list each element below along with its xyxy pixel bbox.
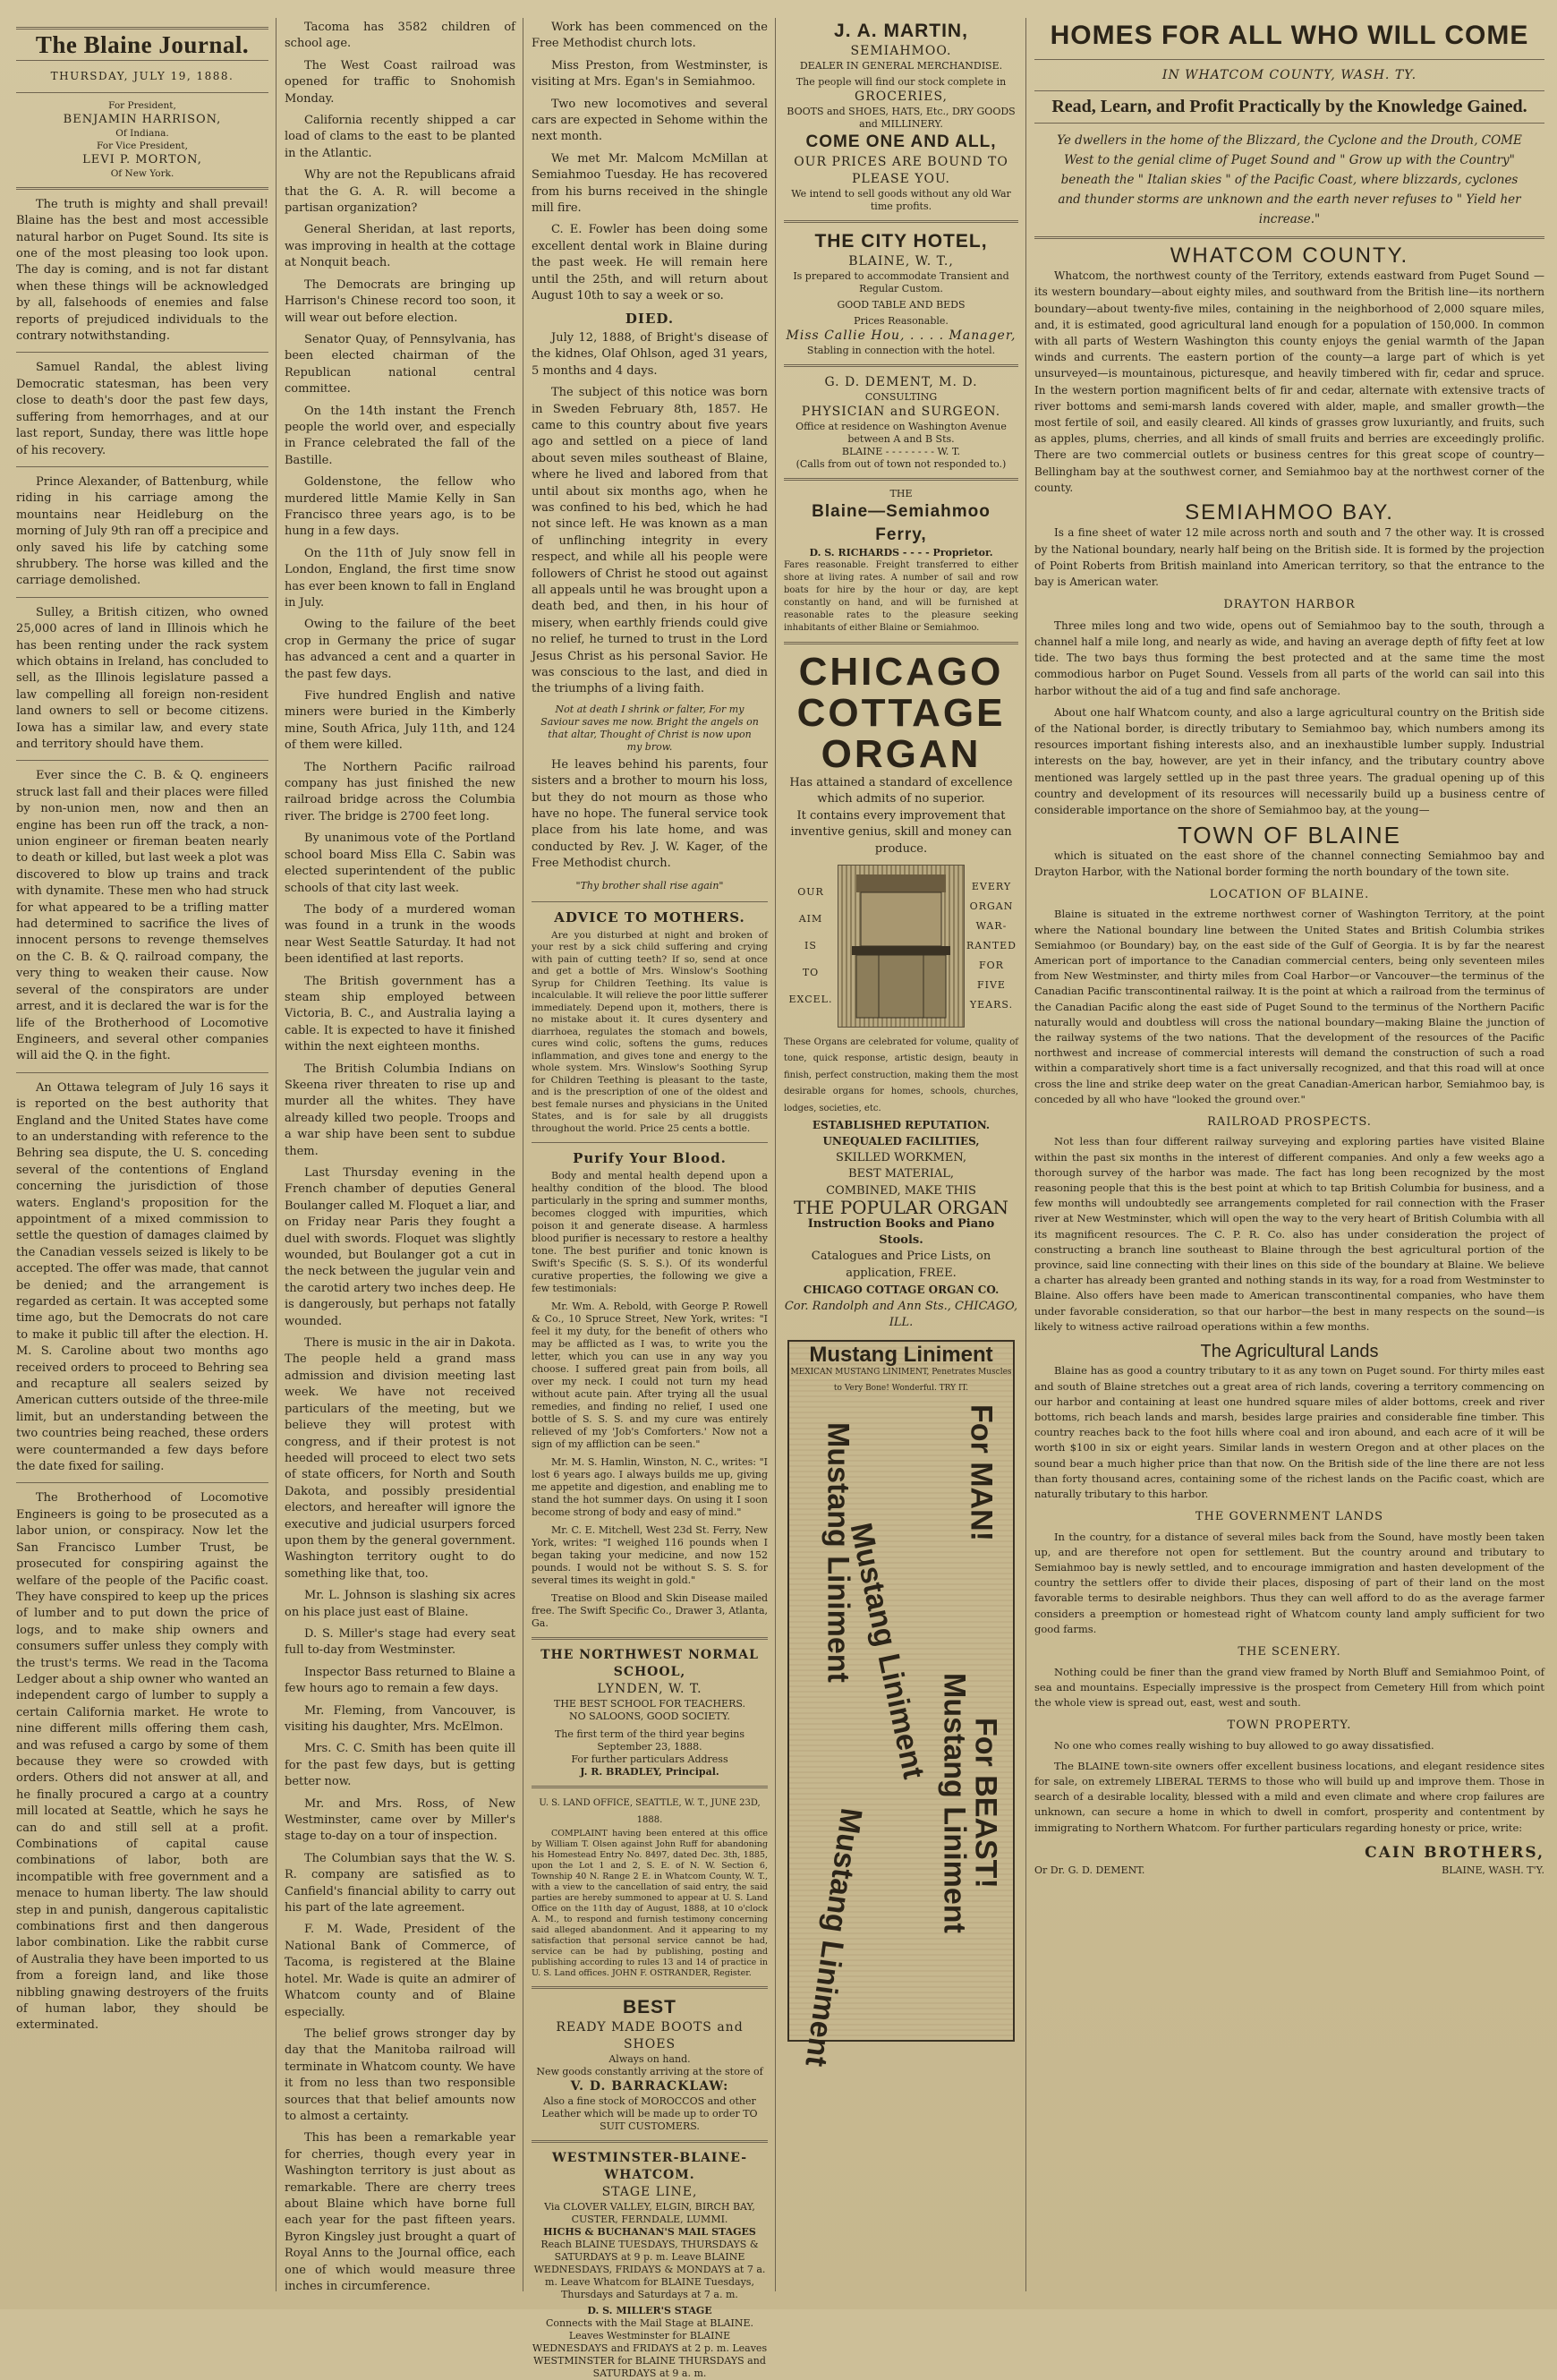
divider — [16, 466, 268, 467]
organ-line3: ORGAN — [821, 732, 982, 776]
boots-also: Also a fine stock of MOROCCOS and other Leather which will be made up to order TO SUIT CUSTOMERS. — [541, 2095, 758, 2133]
organ-books: Instruction Books and Piano Stools. — [807, 1216, 995, 1247]
news-item: The Columbian says that the W. S. R. company are satisfied as to Canfield's financial ability to carry out his part of the late agreement. — [285, 1851, 515, 1915]
liniment-vertical: Mustang Liniment — [937, 1673, 972, 1934]
liniment-vertical: Mustang Liniment — [843, 1520, 932, 1782]
news-item: California recently shipped a car load of clams to the east to be planted in the Atlantic. — [285, 114, 515, 160]
location-text: Blaine is situated in the extreme northwest corner of Washington Territory, at the point where the National boundary line between the United States and British Columbia strikes Semiahmoo (or Boundary) bay, on the east side of the Gulf of Georgia. It is by far the nearest American port of importance to the Canadian commercial centers, being only seventeen miles from New Westminster, and thirty miles from Coal Harbor—or Vancouver—the terminus of the Canadian Pacific transcontinental railway. It is the point at which a railroad from the terminus of the Canadian Pacific along the east side of Puget Sound to the terminus of the Northern Pacific naturally would and doubtless will cross the national boundary—making Blaine the junction of the railway systems of the two nations. That the development of the resources of the Pacific northwest and increase of commercial interests will demand the construction of such a road within a comparatively short time is a fact universally recognized, and that this road will at once cross the line and strike deep water on the great Canadian-American harbor, Semiahmoo bay, is conceded by all who have "looked the ground over." — [1034, 908, 1544, 1105]
drayton-text: Three miles long and two wide, opens out of Semiahmoo bay to the south, through a channel half a mile long, and nearly as wide, and having an average depth of fifty feet at low tide. The two bays thus forming the best protected and at the same time the most commodious harbor on Puget Sound. Vessels from all parts of the world can sail into this harbor without the aid of a tug and find safe anchorage. — [1034, 618, 1544, 697]
obituary-verse: Not at death I shrink or falter, For my Saviour saves me now. Bright the angels on that altar, Thought of Christ is now upon my brow. — [540, 703, 759, 753]
news-item: There is music in the air in Dakota. The people held a grand mass admission and division meeting last week. We have not received particulars of the meeting, but we believe they will protest with congress, and if their protest is not heeded will proceed to elect two sets of state officers, for North and South Dakota, and possibly presidential electors, and hereafter will ignore the executive and judicial usurpers forced upon them by the general government. Washington territory ought to do something like that, too. — [285, 1336, 515, 1581]
news-item: Mr. L. Johnson is slashing six acres on his place just east of Blaine. — [285, 1589, 515, 1619]
semiahmoo-heading: SEMIAHMOO BAY. — [1185, 500, 1394, 525]
property-text: No one who comes really wishing to buy allowed to go away dissatisfied. — [1054, 1738, 1434, 1752]
miller-heading: D. S. MILLER'S STAGE — [587, 2305, 712, 2317]
boots-always: Always on hand. — [608, 2053, 691, 2066]
ferry-text: Fares reasonable. Freight transferred to either shore at living rates. A number of sail and row boats for hire by the hour or day, are kept constantly on hand, and will be furnished at reasonable rates to the pleasure seeking inhabitants of either Blaine or Semiahmoo. — [784, 560, 1018, 633]
stage-schedule: Reach BLAINE TUESDAYS, THURSDAYS & SATURDAYS at 9 p. m. Leave BLAINE WEDNESDAYS, FRIDAYS & MONDAYS at 7 a. m. Leave Whatcom for BLAINE Tuesdays, Thursdays and Saturdays at 7 a. m. — [533, 2239, 766, 2301]
liniment-sub: MEXICAN MUSTANG LINIMENT, Penetrates Muscles to Very Bone! Wonderful. TRY IT. — [790, 1367, 1012, 1394]
town-text: which is situated on the east shore of the channel connecting Semiahmoo bay and Drayton Harbor, with the National border forming the north boundary of the town site. — [1034, 849, 1544, 878]
school-place: LYNDEN, W. T. — [597, 1682, 702, 1697]
property-text-2: The BLAINE town-site owners offer excellent business locations, and elegant residence sites for sale, on extremely LIBERAL TERMS to those who will build up and improve them. Those in search of a desirable locality, blessed with a mild and even climate and where crop failures are unknown, can secure a home in which to dwell in comfort, prosperity and contentment by immigrating to Northern Whatcom. For further particulars regarding honesty or price, write: — [1034, 1759, 1544, 1834]
doctor-name: G. D. DEMENT, M. D. — [824, 375, 978, 389]
news-item: Miss Preston, from Westminster, is visiting at Mrs. Egan's in Semiahmoo. — [532, 58, 768, 90]
doctor-office: Office at residence on Washington Avenue between A and B Sts. — [796, 421, 1007, 445]
organ-left-words: OUR AIM IS TO EXCEL. — [788, 886, 833, 1006]
hotel-place: BLAINE, W. T., — [848, 254, 954, 269]
hotel-ad — [784, 230, 1018, 357]
organ-illustration — [838, 865, 965, 1028]
gov-text: In the country, for a distance of several miles back from the Sound, have mostly been taken up, and are therefore not open for settlement. But the country around and tributary to Semiahmoo bay is newly settled, and to encourage immigration and hasten development of the country the settlers offer to divide their places, disposing of part of their land on the most favorable terms to desirable neighbors. Thus they can well afford to do as the average farmer considers a preemption or homestead right of Whatcom county land amply sufficient for two good farms. — [1034, 1530, 1544, 1635]
location-heading: LOCATION OF BLAINE. — [1209, 887, 1370, 901]
vp-name: LEVI P. MORTON, — [82, 152, 202, 166]
boots-ad — [532, 1996, 768, 2133]
divider — [532, 1142, 768, 1143]
news-item: Tacoma has 3582 children of school age. — [285, 21, 515, 51]
news-item: Work has been commenced on the Free Methodist church lots. — [532, 21, 768, 51]
gov-heading: THE GOVERNMENT LANDS — [1195, 1510, 1384, 1524]
vp-label: For Vice President, — [97, 140, 188, 151]
news-item: The British Columbia Indians on Skeena river threaten to rise up and murder all the whites. They have already killed two people. Troops and a war ship have been sent to subdue them. — [285, 1062, 515, 1158]
drayton-text-2: About one half Whatcom county, and also a large agricultural country on the British side of the National border, is directly tributary to Semiahmoo bay, which numbers among its resources important fishing interests also, and an inexhaustible lumber supply. Industrial interests on the bay, however, are yet in their infancy, and the tributary country above mentioned was largely settled up in the past three years. The gradual opening up of this country and development of its resources will necessarily build up a business centre of considerable importance on the shore of Semiahmoo bay, at the young— — [1034, 705, 1544, 816]
column-rule — [1025, 18, 1026, 2291]
organ-illustration-row — [784, 865, 1018, 1028]
drayton-heading: DRAYTON HARBOR — [1223, 598, 1356, 612]
president-label: For President, — [108, 99, 176, 111]
martin-come: COME ONE AND ALL, — [805, 132, 997, 151]
doctor-calls: (Calls from out of town not responded to.) — [796, 458, 1007, 470]
divider — [16, 92, 268, 93]
divider — [1034, 123, 1544, 124]
divider — [16, 597, 268, 598]
divider — [784, 478, 1018, 481]
organ-company: CHICAGO COTTAGE ORGAN CO. — [803, 1284, 1000, 1297]
whatcom-text: Whatcom, the northwest county of the Territory, extends eastward from Puget Sound —its western boundary—about eighty miles, and southward from the British line—its northern boundary—about twenty-five miles, containing in the neighborhood of 2,000 square miles, and, it is estimated, good agricultural land enough for a population of 150,000. In common with all parts of Western Washington this county enjoys the genial warmth of the Japan winds and currents. The eastern portion of the county—a large part of which is yet unsurveyed—is mountainous, picturesque, and heavily timbered with fir, cedar and spruce. In the western portion magnificent belts of fir and cedar, alternate with extensive tracts of river bottoms and semi-marsh lands covered with alder, maple, and smaller growth—the most fertile of soil, and easily cleared. All kinds of grasses grow luxuriantly, and fruits, such as apples, plums, cherries, and all kinds of small fruits and berries are exceedingly prolific. There are two commercial outlets or business centres for this great scope of country—Bellingham bay at the southwest corner, and Semiahmoo bay at the northwest corner of the county. — [1034, 269, 1544, 494]
obituary: July 12, 1888, of Bright's disease of the kidnes, Olaf Ohlson, aged 31 years, 5 months and 4 days. — [532, 330, 768, 378]
divider — [784, 642, 1018, 644]
advice-text: Are you disturbed at night and broken of your rest by a sick child suffering and crying with pain of cutting teeth? If so, send at once and get a bottle of Mrs. Winslow's Soothing Syrup for Children Teething. Its value is incalculable. It will relieve the poor little sufferer immediately. Depend upon it, mothers, there is no mistake about it. It cures dysentery and diarrhoea, regulates the stomach and bowels, cures wind colic, softens the gums, reduces inflammation, and gives tone and energy to the whole system. Mrs. Winslow's Soothing Syrup for Children Teething is pleasant to the taste, and is the prescription of one of the oldest and best female nurses and physicians in the United States, and is for sale by all druggists throughout the world. Price 25 cents a bottle. — [532, 929, 768, 1134]
news-item: Owing to the failure of the beet crop in Germany the price of sugar has advanced a cent and a quarter in the past few days. — [285, 618, 515, 681]
school-address: For further particulars Address — [571, 1753, 728, 1766]
martin-dealer: DEALER IN GENERAL MERCHANDISE. — [799, 60, 1003, 72]
news-item: C. E. Fowler has been doing some excellent dental work in Blaine during the past week. He will remain here until the 25th, and will return about August 10th to say a week or so. — [532, 223, 768, 303]
agri-heading: The Agricultural Lands — [1200, 1342, 1379, 1362]
organ-catalogue: Catalogues and Price Lists, on application, FREE. — [811, 1250, 991, 1280]
news-item: The body of a murdered woman was found in a trunk in the woods near West Seattle Saturday. It had not been identified at last reports. — [285, 902, 515, 967]
martin-boots: BOOTS and SHOES, HATS, Etc., DRY GOODS and MILLINERY. — [787, 106, 1016, 130]
homes-title: HOMES FOR ALL WHO WILL COME — [1050, 21, 1529, 50]
hotel-good: GOOD TABLE AND BEDS — [837, 299, 966, 311]
signature: CAIN BROTHERS, — [1365, 1843, 1544, 1862]
article: Sulley, a British citizen, who owned 25,000 acres of land in Illinois which he has been renting under the rack system which obtains in Ireland, has concluded to sell, as the Illinois legislature passed a law compelling all foreign non-resident land owners to sell or become citizens. Iowa has a similar law, and every state and territory should have them. — [16, 605, 268, 751]
signature-footer — [1034, 1863, 1544, 1879]
property-heading: TOWN PROPERTY. — [1227, 1719, 1352, 1733]
ferry-name: Blaine—Semiahmoo Ferry, — [812, 502, 991, 544]
martin-prices: OUR PRICES ARE BOUND TO PLEASE YOU. — [794, 155, 1008, 186]
organ-unequaled: UNEQUALED FACILITIES, — [822, 1135, 980, 1148]
news-item: Two new locomotives and several cars are expected in Sehome within the next month. — [532, 97, 768, 144]
divider — [1034, 59, 1544, 60]
column-rule — [775, 18, 776, 2291]
divider — [532, 1637, 768, 1640]
martin-name: J. A. MARTIN, — [834, 21, 968, 41]
martin-groceries: GROCERIES, — [855, 90, 948, 104]
organ-celebrated: These Organs are celebrated for volume, quality of tone, quick response, artistic design, beauty in finish, perfect construction, making them the most desirable organs for homes, schools, churches, lodges, societies, etc. — [784, 1037, 1018, 1113]
news-item: Last Thursday evening in the French chamber of deputies General Boulanger called M. Floquet a liar, and on Friday near Paris they fought a duel with swords. Floquet was slightly wounded, but Boulanger got a cut in the neck between the jugular vein and the carotid artery two inches deep. He is dangerously, but perhaps not fatally wounded. — [285, 1166, 515, 1328]
column-3 — [532, 20, 768, 2380]
blood-text: Mr. M. S. Hamlin, Winston, N. C., writes: "I lost 6 years ago. I always builds me up, giving me appetite and digestion, and enabling me to stand the hot summer days. On using it I soon become strong of body and easy of mind." — [532, 1456, 768, 1519]
organ-right-words: EVERY ORGAN WAR- RANTED FOR FIVE YEARS. — [966, 881, 1017, 1011]
normal-school-ad — [532, 1647, 768, 1779]
hotel-prep: Is prepared to accommodate Transient and Regular Custom. — [793, 270, 1009, 294]
boots-name: V. D. BARRACKLAW: — [570, 2079, 729, 2094]
news-item: The Northern Pacific railroad company has just finished the new railroad bridge across the Columbia river. The bridge is 2700 feet long. — [285, 760, 515, 823]
obituary-verse: "Thy brother shall rise again" — [575, 879, 724, 891]
railroad-text: Not less than four different railway surveying and exploring parties have visited Blaine within the past six months in the interest of different companies. And only a few weeks ago a thorough survey of the harbor was made. The fact has long been recognized by the most reasoning people that this is the best point at which to tap British Columbia for business, and a few months will undoubtedly see arrangements completed for rail connection with the Fraser river at New Westminster, which will open the way to the very heart of British Columbia with all its magnificent resources. The C. P. R. Co. also has under consideration the project of constructing a branch line southeast to Blaine through the best agricultural portion of the province, said line connecting with their lines on this side of the boundary at Blaine. We believe a charter has already been granted and nothing stands in its way, for a road from Westminster to Blaine. Also offers have been made to American transcontinental companies, who have them under favorable consideration, so that our harbor—the best in many respects on the sound—is likely to witness active railroad operations within a few months. — [1034, 1135, 1544, 1333]
vp-state: Of New York. — [110, 167, 174, 179]
divider — [16, 760, 268, 761]
column-2 — [285, 20, 515, 2291]
ferry-the: THE — [889, 488, 913, 499]
news-item: We met Mr. Malcom McMillan at Semiahmoo Tuesday. He has recovered from his burns received in the shingle mill fire. — [532, 151, 768, 216]
school-no: NO SALOONS, GOOD SOCIETY. — [569, 1710, 730, 1723]
news-item: Why are not the Republicans afraid that the G. A. R. will become a partisan organization? — [285, 168, 515, 216]
divider — [16, 352, 268, 353]
news-item: The Democrats are bringing up Harrison's Chinese record too soon, it will wear out before election. — [285, 277, 515, 325]
article: Ever since the C. B. & Q. engineers struck last fall and their places were filled by non-union men, now and then an engine has been run off the track, a non-union engineer or fireman beaten nearly to death or killed, but last week a plot was discovered to blow up trains and track with dynamite. These men who had struck for what appeared to be a trifling matter had determined to sacrifice the lives of innocent persons to revenge themselves on the C. B. & Q. railroad company, the very thing to weaken their cause. Now several of the conspirators are under arrest, and it is declared the war is for the life of the Brotherhood of Locomotive Engineers, and several other companies will aid the Q. in the fight. — [16, 769, 268, 1063]
organ-popular: THE POPULAR ORGAN — [793, 1197, 1009, 1219]
stage-mail: HICHS & BUCHANAN'S MAIL STAGES — [543, 2226, 756, 2239]
homes-intro: Ye dwellers in the home of the Blizzard, the Cyclone and the Drouth, COME West to the genial clime of Puget Sound and " Grow up with the Country" beneath the " Italian skies " of the Pacific Coast, where blizzards, cyclones and thunder storms are unknown and the earth never refuses to " Yield her increase." — [1057, 132, 1522, 226]
ferry-ad — [784, 488, 1018, 635]
president-state: Of Indiana. — [115, 127, 169, 139]
divider — [532, 901, 768, 902]
mothers-heading: ADVICE TO MOTHERS. — [554, 909, 745, 926]
signature-or: Or Dr. G. D. DEMENT. — [1034, 1864, 1145, 1877]
news-item: On the 11th of July snow fell in London, England, the first time snow has ever been known to fall in England in July. — [285, 546, 515, 610]
stage-heading: WESTMINSTER-BLAINE-WHATCOM. — [551, 2151, 748, 2183]
obituary: He leaves behind his parents, four sisters and a brother to mourn his loss, but they do not mourn as those who have no hope. The funeral service took place from his late home, and was conducted by Rev. J. W. Kager, of the Free Methodist church. — [532, 757, 768, 871]
divider — [784, 220, 1018, 223]
divider — [16, 27, 268, 30]
article: Samuel Randal, the ablest living Democratic statesman, has been very close to death's door the past few days, suffering from hemorrhages, and at our last report, Sunday, there was little hope of his recovery. — [16, 361, 268, 457]
boots-sub: READY MADE BOOTS and SHOES — [556, 2020, 744, 2052]
homes-subtitle: IN WHATCOM COUNTY, WASH. TY. — [1161, 68, 1417, 82]
liniment-vertical: For MAN! — [964, 1404, 999, 1542]
liniment-heading: Mustang Liniment — [809, 1343, 993, 1368]
town-heading: TOWN OF BLAINE — [1178, 822, 1401, 849]
stage-via: Via CLOVER VALLEY, ELGIN, BIRCH BAY, CUSTER, FERNDALE, LUMMI. — [544, 2201, 755, 2226]
mustang-liniment-ad — [787, 1340, 1015, 2069]
divider — [1034, 90, 1544, 91]
ferry-proprietor: D. S. RICHARDS - - - - Proprietor. — [809, 547, 993, 559]
organ-line1: CHICAGO — [798, 650, 1004, 694]
organ-attained: Has attained a standard of excellence which admits of no superior. — [789, 776, 1013, 806]
divider — [16, 60, 268, 61]
news-item: Mr. and Mrs. Ross, of New Westminster, came over by Miller's stage to-day on a tour of inspection. — [285, 1796, 515, 1844]
news-item: Goldenstone, the fellow who murdered little Mamie Kelly in San Francisco three years ago, is to be hung in a few days. — [285, 475, 515, 539]
organ-est: ESTABLISHED REPUTATION. — [812, 1119, 991, 1132]
divider — [532, 2140, 768, 2143]
organ-combined: COMBINED, MAKE THIS — [826, 1183, 976, 1198]
doctor-ad — [784, 374, 1018, 471]
doctor-consult: CONSULTING — [864, 391, 938, 403]
doctor-blaine: BLAINE - - - - - - - - W. T. — [841, 446, 961, 457]
president-name: BENJAMIN HARRISON, — [63, 112, 222, 126]
agri-text: Blaine has as good a country tributary to it as any town on Puget sound. For thirty miles east and south of Blaine stretches out a great area of rich lands, covering a territory commencing on our harbor and containing at least one hundred square miles of alder bottoms, creek and river bottoms, rich beach lands and marsh, besides large prairies and considerable fine timber. This country reaches back to the foot hills where coal and iron abound, and each acre of it will be worth $100 in six or eight years. Similar lands in western Oregon and at other places on the sound bear a much higher price than that now. On the British side of the line there are not less than forty thousand acres, containing some of the richest lands on the Pacific coast, which are naturally tributary to this harbor. — [1034, 1364, 1544, 1501]
signature-place: BLAINE, WASH. T'Y. — [1442, 1864, 1544, 1877]
liniment-vertical: Mustang Liniment — [798, 1806, 869, 2069]
land-office-notice: COMPLAINT having been entered at this office by William T. Olsen against John Ruff for abandoning his Homestead Entry No. 8497, dated Dec. 3th, 1885, upon the Lot 1 and 2, S. E. of N. W. Section 6, Township 40 N. Range 2 E. in Whatcom County, W. T., with a view to the cancellation of said entry, the said parties are hereby summoned to appear at U. S. Land Office on the 11th day of August, 1888, at 10 o'clock A. M., to respond and furnish testimony concerning said alleged abandonment. And it appearing to my satisfaction that personal service cannot be had, service can be had by publishing, posting and publishing according to rules 13 and 14 of practice in U. S. Land offices. JOHN F. OSTRANDER, Register. — [532, 1829, 768, 1979]
divider — [532, 1986, 768, 1989]
article: The truth is mighty and shall prevail! Blaine has the best and most accessible natural harbor on Puget Sound. Its site is one of the most pleasing too look upon. The day is coming, and is not far distant when these things will be acknowledged by all, falsehoods of enemies and false reports of prejudiced individuals to the contrary notwithstanding. — [16, 197, 268, 344]
liniment-vertical: For BEAST! — [968, 1718, 1003, 1889]
hotel-stable: Stabling in connection with the hotel. — [806, 345, 996, 356]
scenery-text: Nothing could be finer than the grand view framed by North Bluff and Semiahmoo Point, of sea and mountains. Especially impressive is the prospect from Cemetery Hill from which point the whole view is spread out, east, west and south. — [1034, 1665, 1544, 1709]
school-best: THE BEST SCHOOL FOR TEACHERS. — [553, 1698, 746, 1710]
masthead: The Blaine Journal. — [35, 31, 250, 58]
school-name: THE NORTHWEST NORMAL SCHOOL, — [540, 1648, 759, 1680]
obituary: The subject of this notice was born in Sweden February 8th, 1857. He came to this country about five years ago and settled on a piece of land about seven miles southeast of Blaine, where he lived and labored from that until about six months ago, when he was confined to his bed, which he had not since left. He was known as a man of unflinching integrity in every respect, and while all his people were followers of Christ he stood out against all appeals until he was brought upon a death bed, and then, in his hour of misery, when earthly friends could give no relief, he turned to trust in the Lord Jesus Christ as his personal Savior. He was conscious to the last, and died in the triumphs of a living faith. — [532, 386, 768, 696]
martin-intend: We intend to sell goods without any old War time profits. — [791, 188, 1011, 212]
divider — [1034, 236, 1544, 239]
hotel-prices: Prices Reasonable. — [854, 315, 949, 327]
news-item: Inspector Bass returned to Blaine a few hours ago to remain a few days. — [285, 1665, 515, 1696]
organ-address: Cor. Randolph and Ann Sts., CHICAGO, ILL. — [784, 1299, 1018, 1329]
news-item: General Sheridan, at last reports, was improving in health at the cottage at Nonquit beach. — [285, 223, 515, 270]
news-item: On the 14th instant the French people the world over, and especially in France celebrated the fall of the Bastille. — [285, 404, 515, 467]
boots-new: New goods constantly arriving at the store of — [536, 2066, 763, 2078]
news-item: The British government has a steam ship employed between Victoria, B. C., and Australia laying a cable. It is expected to have it finished within the next eighteen months. — [285, 974, 515, 1054]
martin-place: SEMIAHMOO. — [850, 44, 952, 58]
blood-text: Body and mental health depend upon a healthy condition of the blood. The blood particularly in the spring and summer months, becomes clogged with impurities, which poison it and generate disease. A harmless blood purifier is necessary to restore a healthy tone. The best purifier and tonic known is Swift's Specific (S. S. S.). Of its wonderful curative properties, the following we give a few testimonials: — [532, 1170, 768, 1295]
doctor-title: PHYSICIAN and SURGEON. — [801, 405, 1001, 419]
organ-best: BEST MATERIAL, — [848, 1167, 954, 1181]
article: The Brotherhood of Locomotive Engineers is going to be prosecuted as a labor union, or conspiracy. Now let the San Francisco Lumber Trust, be prosecuted for conspiring against the welfare of the people of the Pacific coast. They have conspired to keep up the prices of lumber and to put down the price of logs, and to make ship owners and consumers suffer unless they comply with the trust's terms. We read in the Tacoma Ledger about a ship owner who wanted an independent cargo of lumber to supply a certain California market. He wrote to nine different mills offering them cash, and was refused a cargo by some of them because they were so crowded with orders. Others did not answer at all, and he finally procured a cargo at a country mill located at Seattle, which he says he can do and still sell at a profit. Combinations of capital cause combinations of labor, both are incompatible with free government and a menace to human liberty. The law should step in and punish, dangerous capitalistic combinations first and then dangerous labor combination. Like the rabbit curse of Australia they have been imported to us from a foreign land, and like those nibbling gnawing destroyers of the fruits of human labor, they should be exterminated. — [16, 1491, 268, 2033]
hotel-name: THE CITY HOTEL, — [814, 231, 988, 252]
blood-text: Treatise on Blood and Skin Disease mailed free. The Swift Specific Co., Drawer 3, Atlanta, Ga. — [532, 1592, 768, 1630]
news-item: Senator Quay, of Pennsylvania, has been elected chairman of the Republican national central committee. — [285, 332, 515, 397]
news-item: The belief grows stronger day by day that the Manitoba railroad will terminate in Whatcom county. We have it from no less than two responsible sources that that belief amounts now to almost a certainty. — [285, 2026, 515, 2123]
school-term: The first term of the third year begins September 23, 1888. — [554, 1728, 745, 1753]
school-principal: J. R. BRADLEY, Principal. — [580, 1766, 719, 1779]
blood-text: Mr. C. E. Mitchell, West 23d St. Ferry, New York, writes: "I weighed 116 pounds when I began taking your medicine, and now 152 pounds. I would not be without S. S. S. for several times its weight in gold." — [532, 1524, 768, 1587]
news-item: Mr. Fleming, from Vancouver, is visiting his daughter, Mrs. McElmon. — [285, 1703, 515, 1734]
land-office-heading: U. S. LAND OFFICE, SEATTLE, W. T., JUNE 23D, 1888. — [539, 1798, 761, 1825]
blood-text: Mr. Wm. A. Rebold, with George P. Rowell & Co., 10 Spruce Street, New York, writes: "I feel it my duty, for the benefit of others who may be afflicted as I was, to write you the letter, which you can use in any way you choose. I suffered great pain from boils, all over my neck. I could not turn my head without acute pain. After trying all the usual remedies, and finding no relief, I used one bottle of S. S. S. and my cure was entirely relieved of my 'Job's Comforters.' Now not a sign of my affliction can be seen." — [532, 1301, 768, 1451]
martin-ad — [784, 20, 1018, 213]
article: Prince Alexander, of Battenburg, while riding in his carriage among the mountains near Heidleburg on the morning of July 9th ran off a precipice and only saved his life by catching some shrubbery. The horse was killed and the carriage demolished. — [16, 474, 268, 588]
column-1 — [16, 20, 268, 2291]
column-4 — [784, 20, 1018, 2291]
semiahmoo-text: Is a fine sheet of water 12 mile across north and south and 7 the other way. It is crossed by the National boundary, nearly half being on the British side. It is formed by the projection of Point Roberts from British mainland into American territory, so that the entrance to the bay is American water. — [1034, 526, 1544, 589]
news-item: This has been a remarkable year for cherries, though every year in Washington territory is just about as remarkable. There are cherry trees about Blaine which have borne full each year for the past fifteen years. Byron Kingsley just brought a quart of Royal Anns to the Journal office, each one of which would measure three inches in circumference. — [285, 2131, 515, 2293]
divider — [16, 1072, 268, 1073]
news-item: By unanimous vote of the Portland school board Miss Ella C. Sabin was elected superintendent of the public schools of that city last week. — [285, 832, 515, 895]
column-rule — [276, 18, 277, 2291]
organ-line2: COTTAGE — [796, 691, 1006, 735]
whatcom-heading: WHATCOM COUNTY. — [1170, 243, 1409, 268]
divider — [532, 1786, 768, 1788]
article: An Ottawa telegram of July 16 says it is reported on the best authority that England and the United States have come to an understanding with reference to the Behring sea dispute, the U. S. conceding several of the contentions of England concerning the jurisdiction of those waters. England's proposition for the appointment of a mixed commission to settle the question of damages claimed by the Canadian vessels seized is likely to be accepted. The offer was made, that cannot be denied; and the arrangement is regarded as certain. It was accepted some time ago, but the Democrats do not care to make it public till after the election. H. M. S. Caroline about two months ago received orders to proceed to Behring sea and recapture all sealers seized by American cutters outside of the three-mile limit, but an understanding between the two countries being reached, these orders were countermanded a few days before the date fixed for sailing. — [16, 1080, 268, 1474]
railroad-heading: RAILROAD PROSPECTS. — [1207, 1114, 1372, 1129]
column-5 — [1034, 20, 1544, 2291]
organ-skilled: SKILLED WORKMEN, — [835, 1150, 967, 1164]
organ-icon — [838, 866, 964, 1027]
divider — [16, 187, 268, 190]
died-heading: DIED. — [625, 310, 675, 327]
homes-tagline: Read, Learn, and Profit Practically by the Knowledge Gained. — [1051, 97, 1527, 117]
scenery-heading: THE SCENERY. — [1238, 1645, 1341, 1659]
organ-contains: It contains every improvement that inventive genius, skill and money can produce. — [790, 808, 1012, 856]
news-item: D. S. Miller's stage had every seat full to-day from Westminster. — [285, 1626, 515, 1658]
martin-find: The people will find our stock complete in — [796, 76, 1007, 88]
boots-heading: BEST — [622, 1997, 676, 2018]
stage-sub: STAGE LINE, — [601, 2185, 698, 2200]
organ-ad — [784, 652, 1018, 1331]
news-item: F. M. Wade, President of the National Bank of Commerce, of Tacoma, is registered at the Blaine hotel. Mr. Wade is quite an admirer of Whatcom county and of Blaine especially. — [285, 1923, 515, 2019]
divider — [784, 364, 1018, 367]
hotel-manager: Miss Callie Hou, . . . . Manager, — [786, 328, 1017, 343]
news-item: Mrs. C. C. Smith has been quite ill for the past few days, but is getting better now. — [285, 1742, 515, 1789]
divider — [16, 1482, 268, 1483]
news-item: The West Coast railroad was opened for traffic to Snohomish Monday. — [285, 58, 515, 106]
news-item: Five hundred English and native miners were buried in the Kimberly mine, South Africa, July 11th, and 124 of them were killed. — [285, 689, 515, 753]
dateline: THURSDAY, JULY 19, 1888. — [50, 70, 234, 83]
stage-ad — [532, 2150, 768, 2380]
miller-schedule: Connects with the Mail Stage at BLAINE. Leaves Westminster for BLAINE WEDNESDAYS and FRIDAYS at 2 p. m. Leaves WESTMINSTER for BLAINE THURSDAYS and SATURDAYS at 9 a. m. — [532, 2317, 768, 2380]
liniment-vertical: Mustang Liniment — [821, 1422, 855, 1684]
blood-heading: Purify Your Blood. — [573, 1150, 727, 1166]
